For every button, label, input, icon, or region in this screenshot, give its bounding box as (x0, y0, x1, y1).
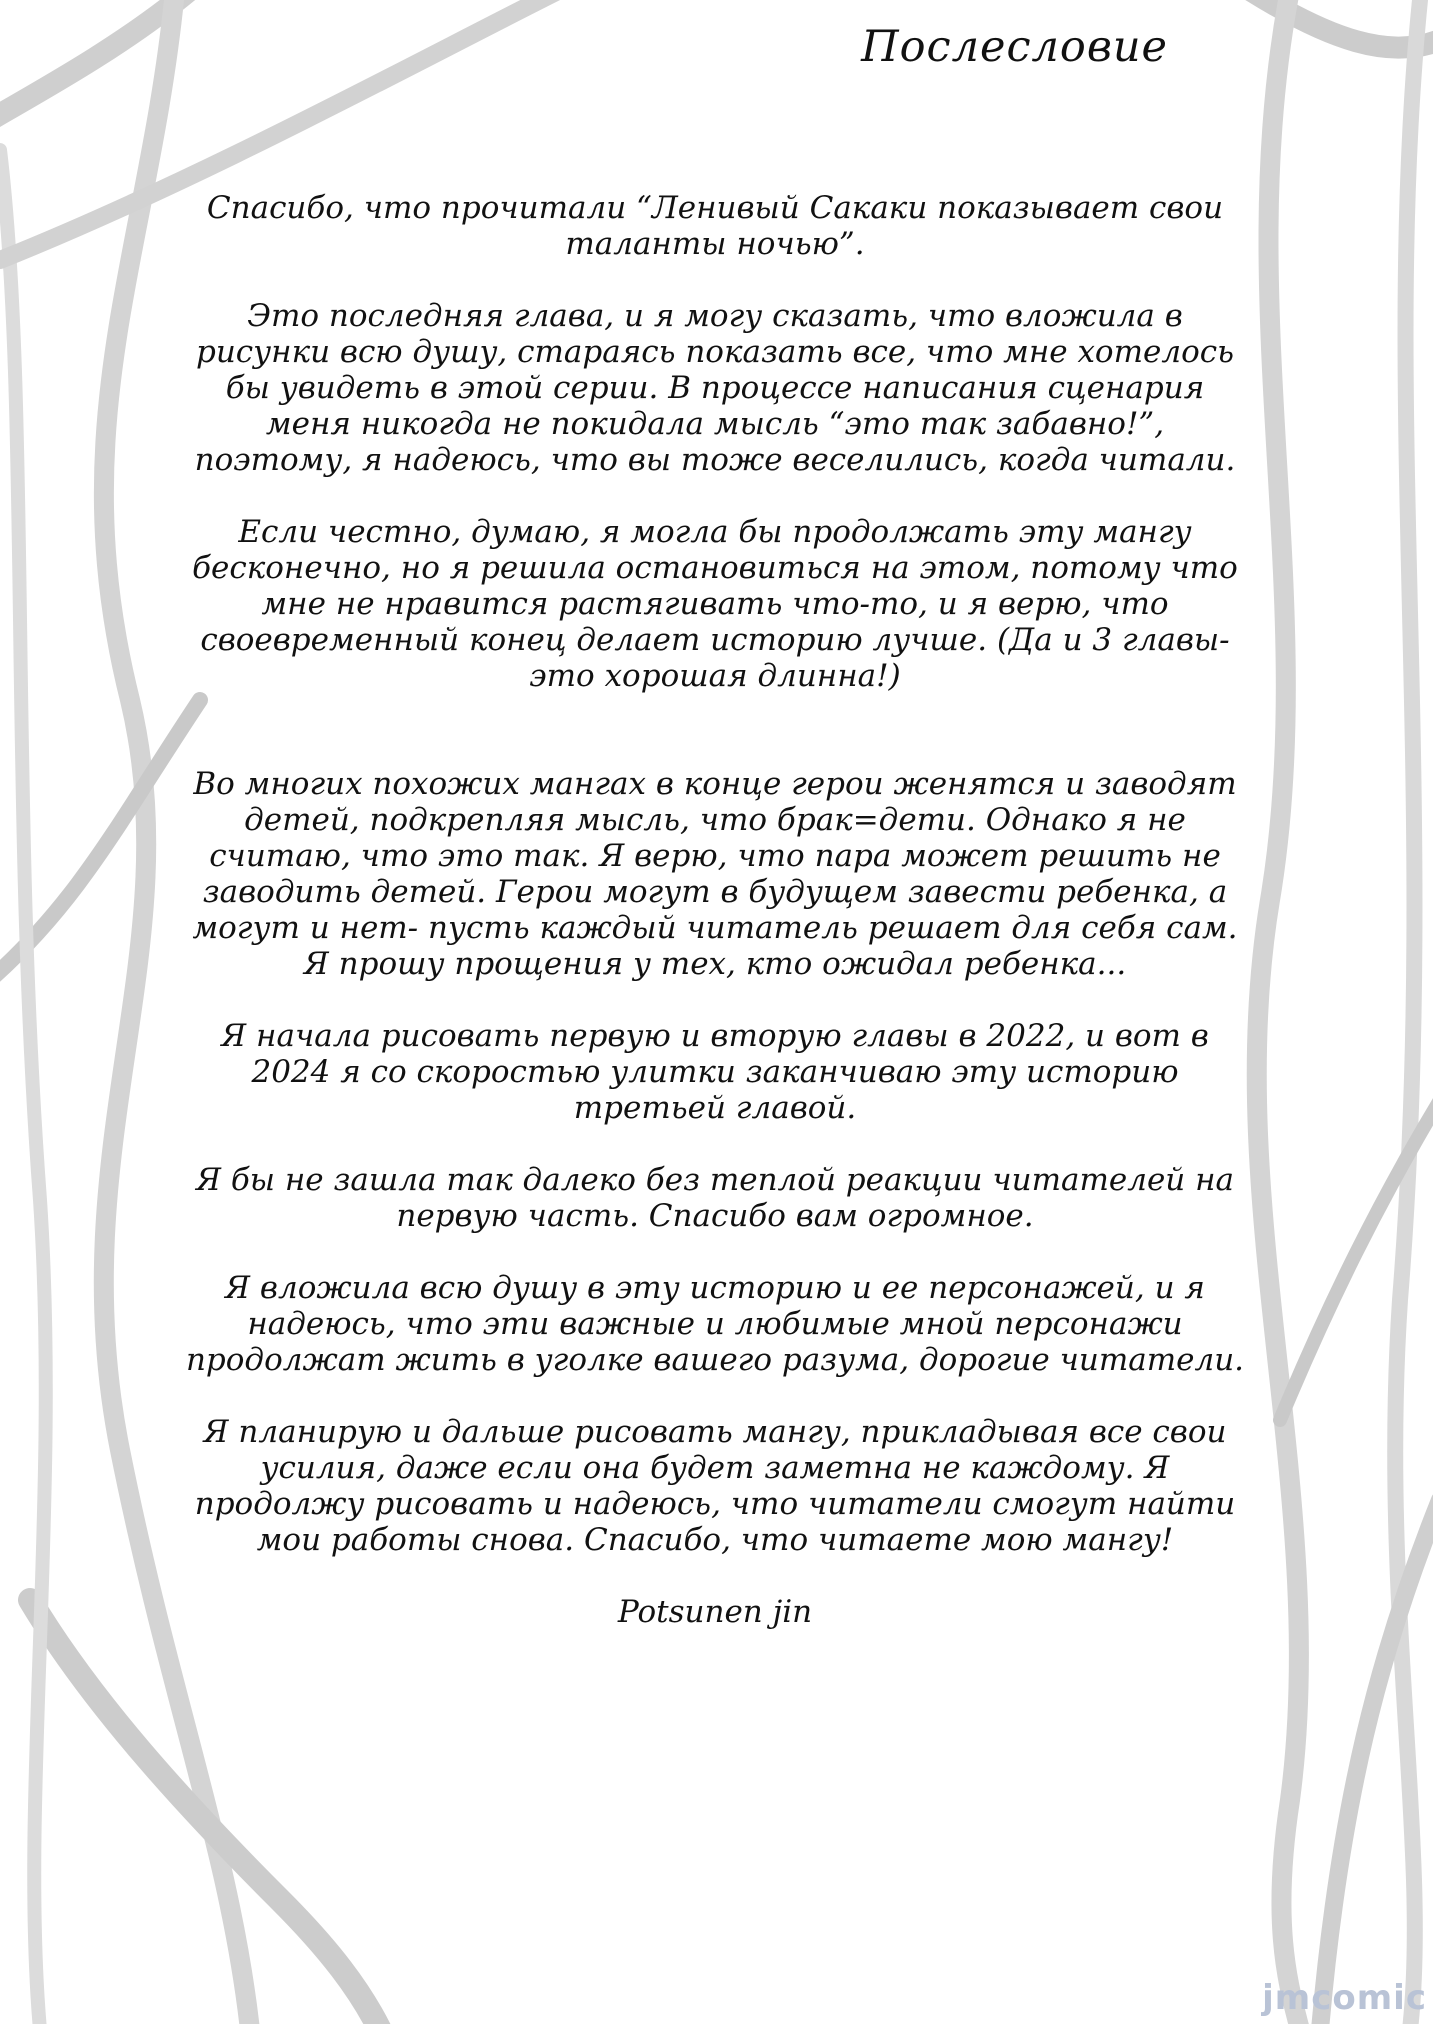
paragraph-last-chapter: Это последняя глава, и я могу сказать, что вложила в рисунки всю душу, стараясь показать все, что мне хотелось бы увидеть в этой серии. В процессе написания сценария меня никогда не покидала мысль “это так забавно!”, поэтому, я надеюсь, что вы тоже веселились, когда читали. (194, 298, 1236, 478)
paragraph-timeline: Я начала рисовать первую и вторую главы в 2022, и вот в 2024 я со скоростью улитки заканчиваю эту историю третьей главой. (221, 1018, 1209, 1126)
watermark-logo: jmcomic (1262, 1978, 1427, 2018)
paragraph-future-plans: Я планирую и дальше рисовать мангу, прикладывая все свои усилия, даже если она будет заметна не каждому. Я продолжу рисовать и надеюсь, что читатели смогут найти мои работы снова. Спасибо, что читаете мою мангу! (194, 1414, 1236, 1558)
paragraph-characters: Я вложила всю душу в эту историю и ее персонажей, и я надеюсь, что эти важные и любимые мной персонажи продолжат жить в уголке вашего разума, дорогие читатели. (185, 1270, 1245, 1378)
ribbon-right-long (1257, 0, 1300, 2024)
ribbon-left-edge (0, 150, 46, 2024)
author-signature: Potsunen jin (617, 1594, 813, 1630)
afterword-body (185, 190, 1245, 1666)
paragraph-marriage-children: Во многих похожих мангах в конце герои женятся и заводят детей, подкрепляя мысль, что брак=дети. Однако я не считаю, что это так. Я верю, что пара может решить не заводить детей. Герои могут в будущем завести ребенка, а могут и нет- пусть каждый читатель решает для себя сам. Я прошу прощения у тех, кто ожидал ребенка... (192, 766, 1238, 982)
paragraph-thanks: Спасибо, что прочитали “Ленивый Сакаки показывает свои таланты ночью”. (206, 190, 1224, 262)
page-title: Послесловие (861, 22, 1168, 72)
paragraph-gratitude: Я бы не зашла так далеко без теплой реакции читателей на первую часть. Спасибо вам огромное. (195, 1162, 1235, 1234)
paragraph-ending-decision: Если честно, думаю, я могла бы продолжать эту мангу бесконечно, но я решила остановиться на этом, потому что мне не нравится растягивать что-то, и я верю, что своевременный конец делает историю лучше. (Да и 3 главы- это хорошая длинна!) (192, 514, 1238, 694)
ribbon-right-edge (1395, 0, 1420, 2024)
